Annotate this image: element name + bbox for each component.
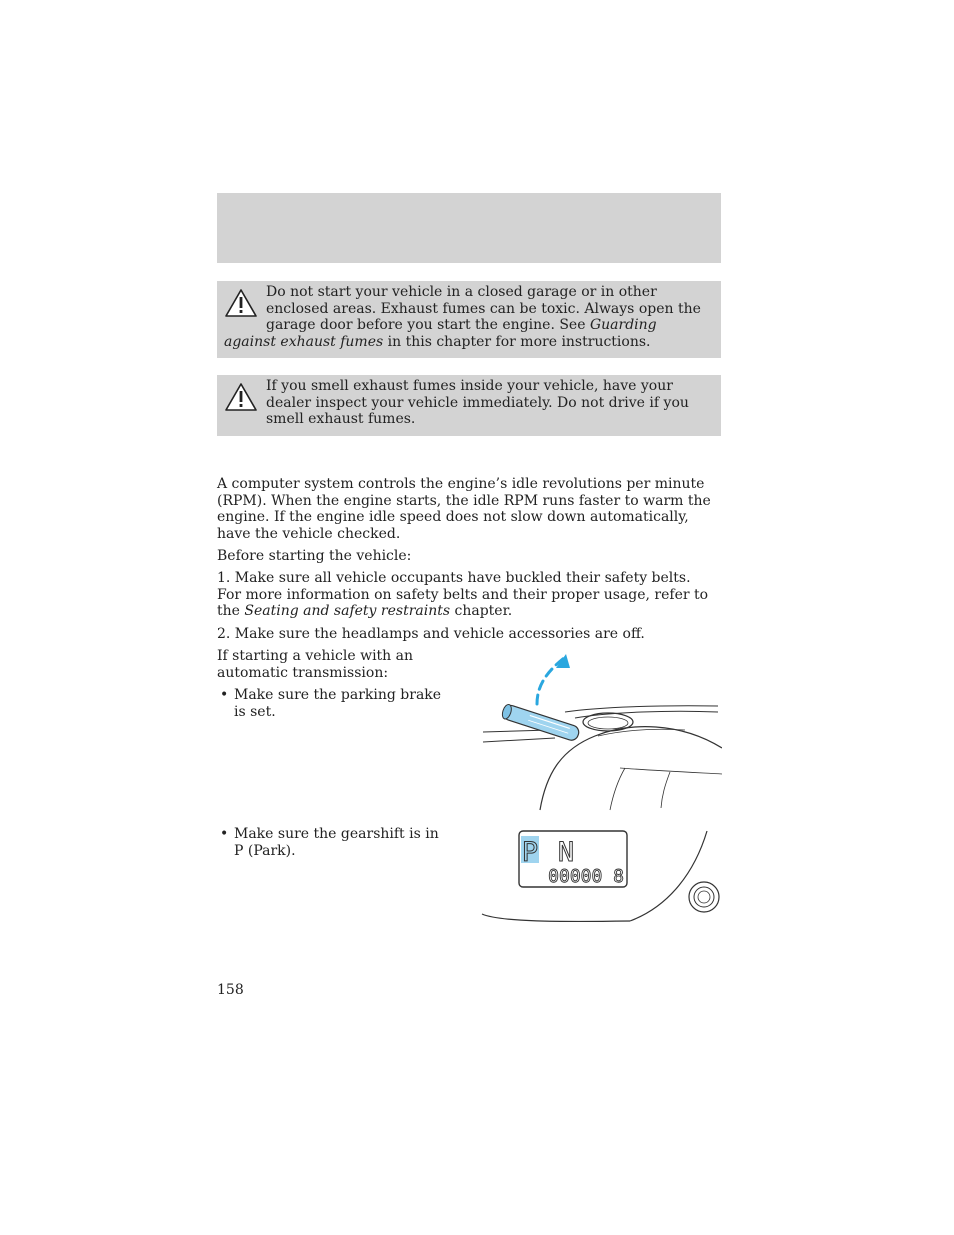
warning-triangle-icon: [224, 288, 258, 318]
step-1-text: [217, 570, 717, 620]
bullet-text: Make sure the parking brake is set.: [234, 687, 442, 720]
warning-reference: Guarding against exhaust fumes: [224, 317, 657, 350]
before-starting-text: Before starting the vehicle:: [217, 548, 412, 564]
automatic-intro-text: If starting a vehicle with an automatic transmission:: [217, 648, 413, 681]
idle-paragraph: A computer system controls the engine’s idle revolutions per minute (RPM). When the engine starts, the idle RPM runs faster to warm the engine. If the engine idle speed does not slow down automatically, have the vehicle checked.: [217, 476, 711, 542]
gear-display-illustration: [480, 826, 722, 924]
warning-text-end: in this chapter for more instructions.: [383, 333, 651, 350]
step-1-end: chapter.: [450, 603, 513, 619]
step-1-body: 1. Make sure all vehicle occupants have buckled their safety belts. For more information on safety belts and their proper usage, refer to the: [217, 570, 709, 619]
parking-brake-lever: [501, 703, 581, 742]
warning-text: Do not start your vehicle in a closed garage or in other enclosed areas. Exhaust fumes can be toxic. Always open the garage door before you start the engine. See: [266, 284, 701, 333]
bullet-dot: •: [220, 826, 229, 842]
bullet-parking-brake: [217, 687, 457, 720]
gear-selected-label: P: [521, 837, 539, 868]
warning-triangle-icon: [224, 382, 258, 412]
bullet-dot: •: [220, 687, 229, 703]
warning-box-garage: [217, 281, 721, 358]
parking-brake-illustration: [480, 650, 722, 815]
warning-box-fumes: [217, 375, 721, 436]
bullet-text: Make sure the gearshift is in P (Park).: [234, 826, 439, 859]
header-bar: [217, 193, 721, 263]
bullet-gearshift: [217, 826, 449, 859]
gear-other-label: N: [557, 837, 575, 868]
step-2-text: 2. Make sure the headlamps and vehicle accessories are off.: [217, 626, 645, 642]
odometer-readout: 00000 8: [548, 866, 624, 887]
page-number: 158: [217, 982, 244, 998]
warning-text: If you smell exhaust fumes inside your vehicle, have your dealer inspect your vehicle immediately. Do not drive if you smell exhaust fumes.: [266, 378, 689, 427]
step-1-reference: Seating and safety restraints: [244, 603, 451, 619]
